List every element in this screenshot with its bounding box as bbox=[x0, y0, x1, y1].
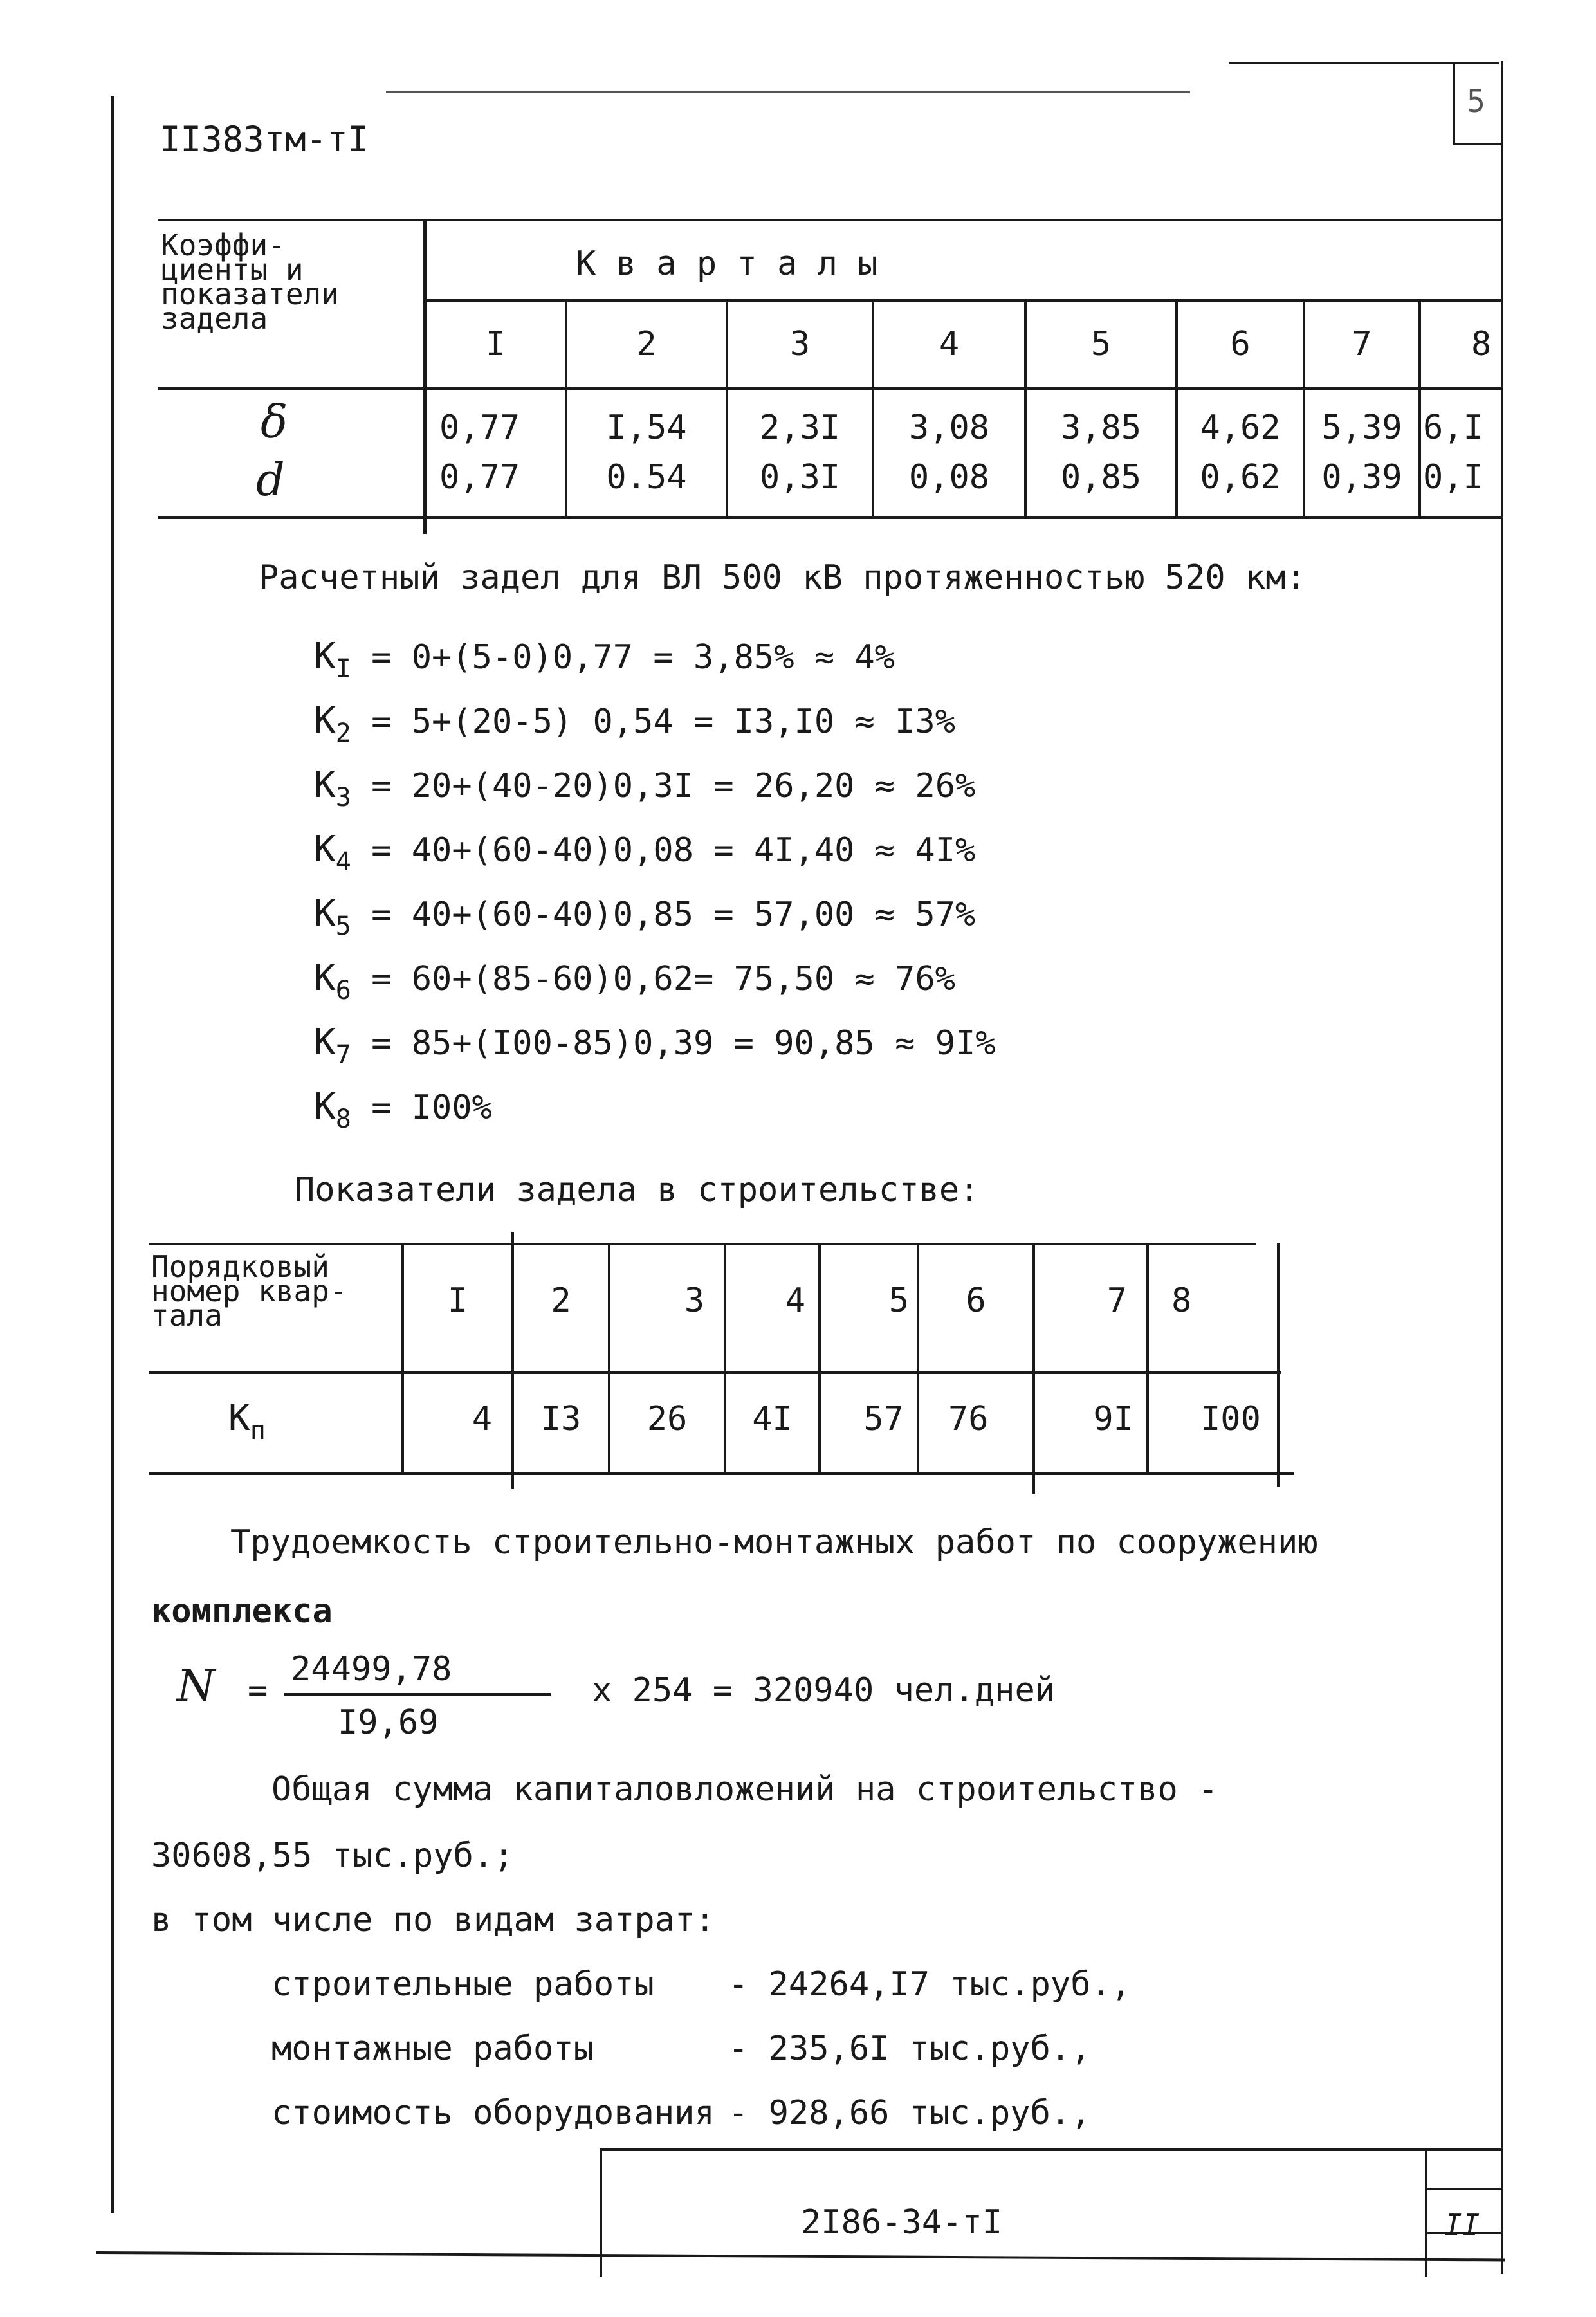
page-cell-line bbox=[1425, 2188, 1502, 2190]
t1-top-line bbox=[158, 219, 1502, 221]
right-frame-line bbox=[1501, 61, 1503, 2274]
t1-cell: 3,08 bbox=[908, 408, 990, 447]
k-sub: 4 bbox=[335, 847, 351, 877]
t2-quarter: 2 bbox=[551, 1281, 571, 1320]
formula-k6 bbox=[314, 957, 955, 1005]
t1-quarter: 7 bbox=[1352, 325, 1372, 363]
t2-cell: I00 bbox=[1200, 1400, 1261, 1438]
t1-cell: 6,I bbox=[1423, 408, 1483, 447]
t2-cell: 4I bbox=[752, 1400, 793, 1438]
t1-cell: 0,77 bbox=[439, 408, 520, 447]
invest-line3: в том числе по видам затрат: bbox=[151, 1901, 715, 1939]
doc-code: II383тм-тI bbox=[160, 119, 369, 160]
d-symbol: d bbox=[256, 453, 285, 506]
formula-k2 bbox=[314, 700, 955, 748]
k-sub: 7 bbox=[335, 1040, 351, 1070]
formula-expr: = 40+(60-40)0,08 = 4I,40 ≈ 4I% bbox=[351, 831, 976, 870]
cost-item-value: - 928,66 тыс.руб., bbox=[728, 2094, 1091, 2132]
cost-item-value: - 235,6I тыс.руб., bbox=[728, 2029, 1091, 2068]
invest-line2: 30608,55 тыс.руб.; bbox=[151, 1836, 514, 1875]
formula-expr: = 0+(5-0)0,77 = 3,85% ≈ 4% bbox=[351, 638, 895, 677]
t2-bottom bbox=[149, 1472, 1294, 1475]
t2-top bbox=[149, 1243, 1256, 1245]
kp-label bbox=[228, 1397, 266, 1445]
t2-v4 bbox=[818, 1243, 821, 1474]
k-letter: К bbox=[314, 957, 336, 999]
denominator: I9,69 bbox=[338, 1703, 439, 1742]
formula-expr: = 20+(40-20)0,3I = 26,20 ≈ 26% bbox=[351, 767, 976, 805]
t2-cell: 4 bbox=[472, 1400, 492, 1438]
t1-quarter: 6 bbox=[1230, 325, 1251, 363]
t1-head-bottom bbox=[158, 387, 1502, 390]
t1-cell: 0,85 bbox=[1060, 458, 1142, 497]
formula-expr: = 85+(I00-85)0,39 = 90,85 ≈ 9I% bbox=[351, 1024, 996, 1063]
t2-v6 bbox=[1032, 1243, 1035, 1494]
labor-line2: комплекса bbox=[151, 1592, 333, 1631]
t2-v3 bbox=[724, 1243, 726, 1474]
corner-mark: 5 bbox=[1467, 84, 1485, 120]
construction-title: Показатели задела в строительстве: bbox=[295, 1171, 980, 1209]
t1-cell: 5,39 bbox=[1321, 408, 1402, 447]
t2-quarter: 7 bbox=[1106, 1281, 1127, 1320]
t1-cell: 0,39 bbox=[1321, 458, 1402, 497]
cost-item-name: строительные работы bbox=[271, 1965, 654, 2004]
formula-expr: = I00% bbox=[351, 1088, 492, 1127]
equals-sign: = bbox=[248, 1671, 268, 1710]
cost-item-value: - 24264,I7 тыс.руб., bbox=[728, 1965, 1132, 2004]
corner-box-line bbox=[1453, 64, 1455, 145]
k-letter: К bbox=[314, 893, 336, 935]
t1-quarter: 8 bbox=[1471, 325, 1492, 363]
t1-cell: 4,62 bbox=[1200, 408, 1281, 447]
fraction-bar bbox=[284, 1693, 551, 1696]
formula-k5 bbox=[314, 893, 975, 941]
k-sub: I bbox=[335, 654, 351, 684]
t1-cell: 0,08 bbox=[908, 458, 990, 497]
kp-sub: п bbox=[250, 1416, 266, 1445]
footer-doc-number: 2I86-34-тI bbox=[801, 2203, 1003, 2242]
corner-box-bottom bbox=[1453, 143, 1503, 145]
t1-row-header: Коэффи- циенты и показатели задела bbox=[161, 228, 339, 336]
t1-quarter: 5 bbox=[1090, 325, 1112, 363]
t1-quarter: 3 bbox=[789, 325, 811, 363]
k-sub: 5 bbox=[335, 911, 351, 941]
calc-title: Расчетный задел для ВЛ 500 кВ протяженностью 520 км: bbox=[259, 558, 1306, 597]
k-sub: 6 bbox=[335, 976, 351, 1005]
formula-k3 bbox=[314, 764, 975, 812]
cost-item-name: стоимость оборудования bbox=[271, 2094, 715, 2132]
k-letter: К bbox=[314, 700, 336, 742]
invest-line1: Общая сумма капиталовложений на строительство - bbox=[271, 1770, 1218, 1809]
t1-cell: 3,85 bbox=[1060, 408, 1142, 447]
t1-cell: 0.54 bbox=[606, 458, 687, 497]
t1-cell: 2,3I bbox=[759, 408, 841, 447]
k-sub: 2 bbox=[335, 719, 351, 748]
t2-cell: 76 bbox=[948, 1400, 989, 1438]
t1-group-header: К в а р т а л ы bbox=[576, 244, 878, 283]
t2-quarter: I bbox=[447, 1281, 468, 1320]
t2-v0 bbox=[401, 1243, 404, 1474]
t1-cell: I,54 bbox=[606, 408, 687, 447]
title-block-left bbox=[600, 2148, 602, 2277]
t2-v8 bbox=[1277, 1243, 1280, 1487]
t1-cell: 0,77 bbox=[439, 458, 520, 497]
t2-v1 bbox=[511, 1232, 514, 1489]
t2-cell: 9I bbox=[1093, 1400, 1133, 1438]
t2-quarter: 8 bbox=[1171, 1281, 1192, 1320]
k-letter: К bbox=[314, 636, 336, 677]
t2-quarter: 4 bbox=[785, 1281, 805, 1320]
t2-cell: 26 bbox=[647, 1400, 688, 1438]
t1-quarter: 4 bbox=[939, 325, 960, 363]
t2-cell: I3 bbox=[540, 1400, 582, 1438]
t2-quarter: 6 bbox=[966, 1281, 986, 1320]
t1-quarter: 2 bbox=[636, 325, 657, 363]
n-symbol: N bbox=[177, 1661, 216, 1712]
labor-result: x 254 = 320940 чел.дней bbox=[592, 1671, 1056, 1710]
formula-expr: = 60+(85-60)0,62= 75,50 ≈ 76% bbox=[351, 960, 956, 998]
left-margin-line bbox=[111, 96, 114, 2213]
t1-cell: 0,62 bbox=[1200, 458, 1281, 497]
t2-v5 bbox=[917, 1243, 919, 1474]
formula-expr: = 5+(20-5) 0,54 = I3,I0 ≈ I3% bbox=[351, 702, 956, 741]
cost-item-name: монтажные работы bbox=[271, 2029, 594, 2068]
t1-bottom bbox=[158, 516, 1502, 519]
footer-page-number: II bbox=[1444, 2208, 1480, 2242]
bottom-curve bbox=[96, 2251, 1505, 2261]
t1-cell: 0,3I bbox=[759, 458, 841, 497]
top-rule-left bbox=[386, 91, 1190, 93]
formula-k7 bbox=[314, 1021, 996, 1070]
kp-letter: К bbox=[228, 1397, 250, 1439]
t2-v7 bbox=[1146, 1243, 1149, 1474]
t2-cell: 57 bbox=[863, 1400, 904, 1438]
t1-sub-line bbox=[425, 299, 1502, 302]
k-letter: К bbox=[314, 829, 336, 870]
labor-line1: Трудоемкость строительно-монтажных работ по сооружению bbox=[230, 1523, 1318, 1562]
numerator: 24499,78 bbox=[291, 1650, 452, 1689]
delta-symbol: δ bbox=[261, 396, 288, 448]
t1-quarter: I bbox=[485, 325, 506, 363]
k-letter: К bbox=[314, 1086, 336, 1128]
top-rule-right bbox=[1229, 62, 1499, 64]
title-block-top bbox=[601, 2148, 1502, 2151]
k-letter: К bbox=[314, 1021, 336, 1063]
t2-row-header: Порядковый номер квар- тала bbox=[151, 1249, 347, 1333]
t2-v2 bbox=[608, 1243, 610, 1474]
t2-mid bbox=[149, 1371, 1281, 1374]
formula-k8 bbox=[314, 1086, 492, 1134]
k-letter: К bbox=[314, 764, 336, 806]
t2-quarter: 5 bbox=[888, 1281, 909, 1320]
t2-quarter: 3 bbox=[684, 1281, 704, 1320]
formula-k4 bbox=[314, 829, 975, 877]
k-sub: 3 bbox=[335, 783, 351, 812]
formula-k1 bbox=[314, 636, 895, 684]
formula-expr: = 40+(60-40)0,85 = 57,00 ≈ 57% bbox=[351, 895, 976, 934]
t1-cell: 0,I bbox=[1423, 458, 1483, 497]
k-sub: 8 bbox=[335, 1104, 351, 1134]
